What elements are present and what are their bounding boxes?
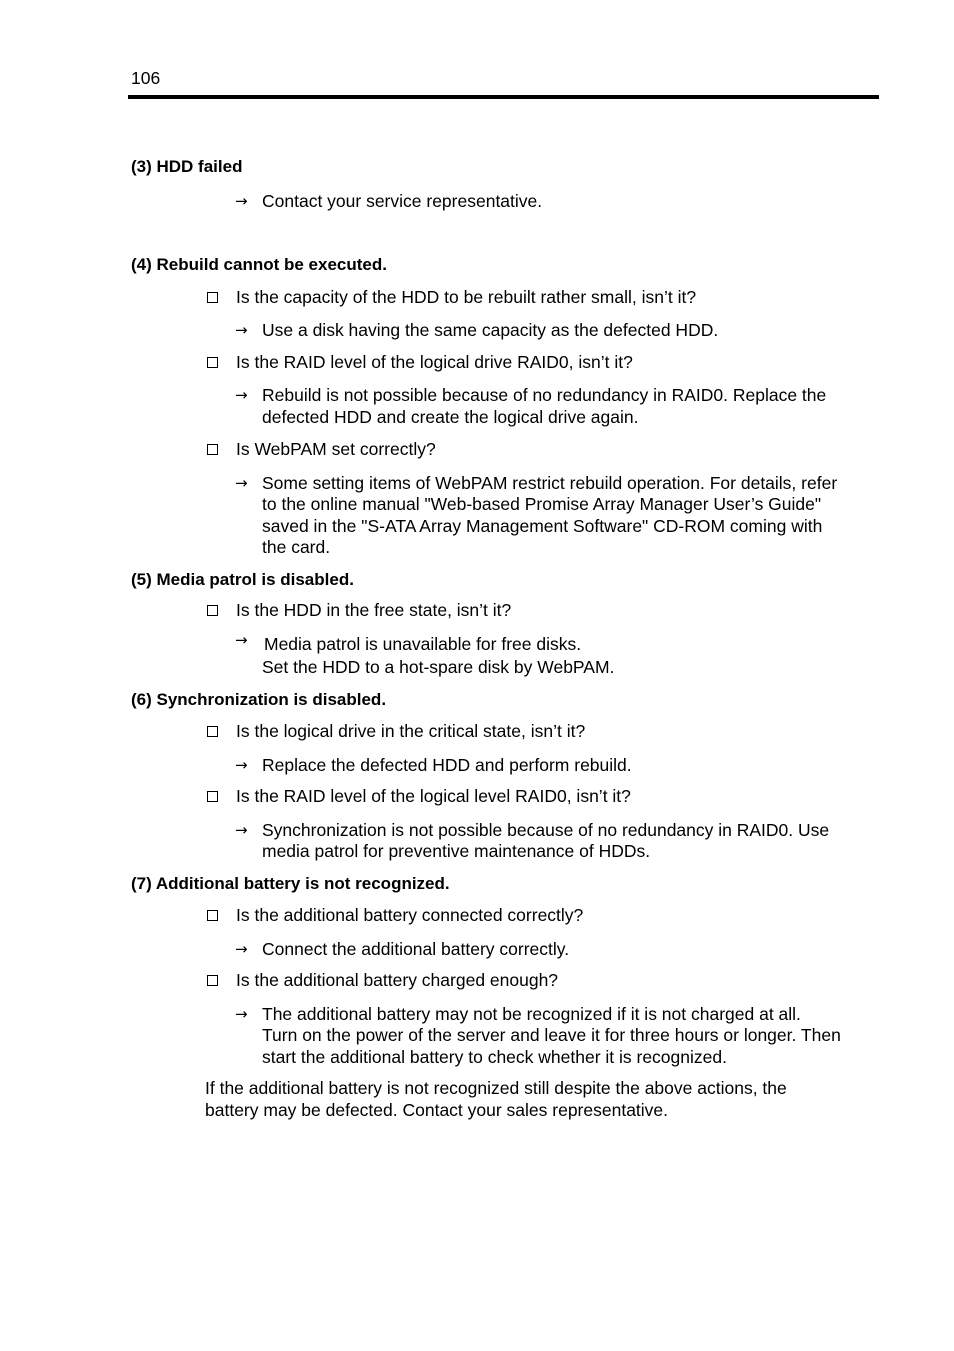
answer [131, 820, 879, 863]
checkbox-icon [207, 605, 218, 616]
section-title-media-patrol: (5) Media patrol is disabled. [131, 569, 354, 589]
question-text: Is the logical drive in the critical state, isn’t it? [236, 721, 586, 741]
answer [131, 191, 879, 213]
answer-text-line: the card. [262, 537, 331, 557]
answer [131, 630, 879, 679]
question [131, 786, 879, 808]
checkbox-icon [207, 791, 218, 802]
answer [131, 1004, 879, 1069]
answer [131, 939, 879, 961]
note-text-line: If the additional battery is not recognized still despite the above actions, the [205, 1078, 787, 1098]
question [131, 352, 879, 374]
question [131, 600, 879, 622]
question [131, 287, 879, 309]
answer-text-line: Rebuild is not possible because of no redundancy in RAID0. Replace the [262, 385, 827, 405]
arrow-icon: → [235, 321, 248, 339]
answer-text-line: start the additional battery to check whether it is recognized. [262, 1046, 727, 1067]
header-rule [128, 95, 879, 99]
arrow-icon: → [235, 755, 248, 774]
question-text: Is the capacity of the HDD to be rebuilt rather small, isn’t it? [236, 286, 697, 307]
question [131, 721, 879, 743]
answer-text: Contact your service representative. [262, 190, 543, 211]
arrow-icon: → [235, 939, 248, 958]
page-content [131, 156, 879, 1121]
checkbox-icon [207, 444, 218, 455]
question-text: Is the additional battery connected correctly? [236, 905, 584, 925]
question-text: Is the additional battery charged enough? [236, 970, 559, 990]
arrow-icon: → [235, 630, 248, 649]
answer-text: Use a disk having the same capacity as the defected HDD. [262, 320, 719, 340]
checkbox-icon [207, 726, 218, 737]
arrow-icon: → [235, 191, 248, 210]
section-title-battery: (7) Additional battery is not recognized. [131, 873, 450, 893]
answer-text-line: defected HDD and create the logical drive again. [262, 406, 639, 427]
answer-text-line: Synchronization is not possible because of no redundancy in RAID0. Use [262, 819, 830, 840]
answer-text: Replace the defected HDD and perform rebuild. [262, 754, 632, 775]
answer-text-line: media patrol for preventive maintenance of HDDs. [262, 841, 651, 861]
answer-text-line: Media patrol is unavailable for free disks. [264, 633, 582, 654]
page-number: 106 [131, 68, 161, 88]
section-title-rebuild: (4) Rebuild cannot be executed. [131, 255, 387, 274]
arrow-icon: → [235, 820, 248, 839]
question [131, 970, 879, 992]
question [131, 439, 879, 461]
checkbox-icon [207, 975, 218, 986]
question-text: Is the RAID level of the logical drive RAID0, isn’t it? [236, 351, 633, 372]
section-title-hdd-failed: (3) HDD failed [131, 157, 243, 176]
checkbox-icon [207, 292, 218, 303]
answer-text-line: to the online manual "Web-based Promise Array Manager User’s Guide" [262, 494, 822, 514]
checkbox-icon [207, 910, 218, 921]
answer-text-line: Some setting items of WebPAM restrict rebuild operation. For details, refer [262, 472, 838, 493]
arrow-icon: → [235, 1004, 248, 1023]
question-text: Is the HDD in the free state, isn’t it? [236, 600, 512, 620]
answer-text-line: saved in the "S-ATA Array Management Software" CD-ROM coming with [262, 515, 823, 536]
answer-text-line: The additional battery may not be recognized if it is not charged at all. [262, 1003, 801, 1024]
note-text-line: battery may be defected. Contact your sales representative. [205, 1099, 669, 1120]
question-text: Is the RAID level of the logical level RAID0, isn’t it? [236, 786, 631, 806]
checkbox-icon [207, 357, 218, 368]
answer-text-line: Set the HDD to a hot-spare disk by WebPAM. [262, 657, 615, 677]
answer [131, 755, 879, 777]
answer [131, 473, 879, 559]
answer [131, 385, 879, 428]
section-title-synchronization: (6) Synchronization is disabled. [131, 689, 387, 709]
arrow-icon: → [235, 473, 248, 492]
closing-note [131, 1078, 879, 1121]
answer-text-line: Turn on the power of the server and leave it for three hours or longer. Then [262, 1025, 841, 1045]
question-text: Is WebPAM set correctly? [236, 439, 436, 459]
answer [131, 320, 879, 342]
arrow-icon: → [235, 386, 248, 404]
question [131, 905, 879, 927]
answer-text: Connect the additional battery correctly. [262, 938, 570, 959]
